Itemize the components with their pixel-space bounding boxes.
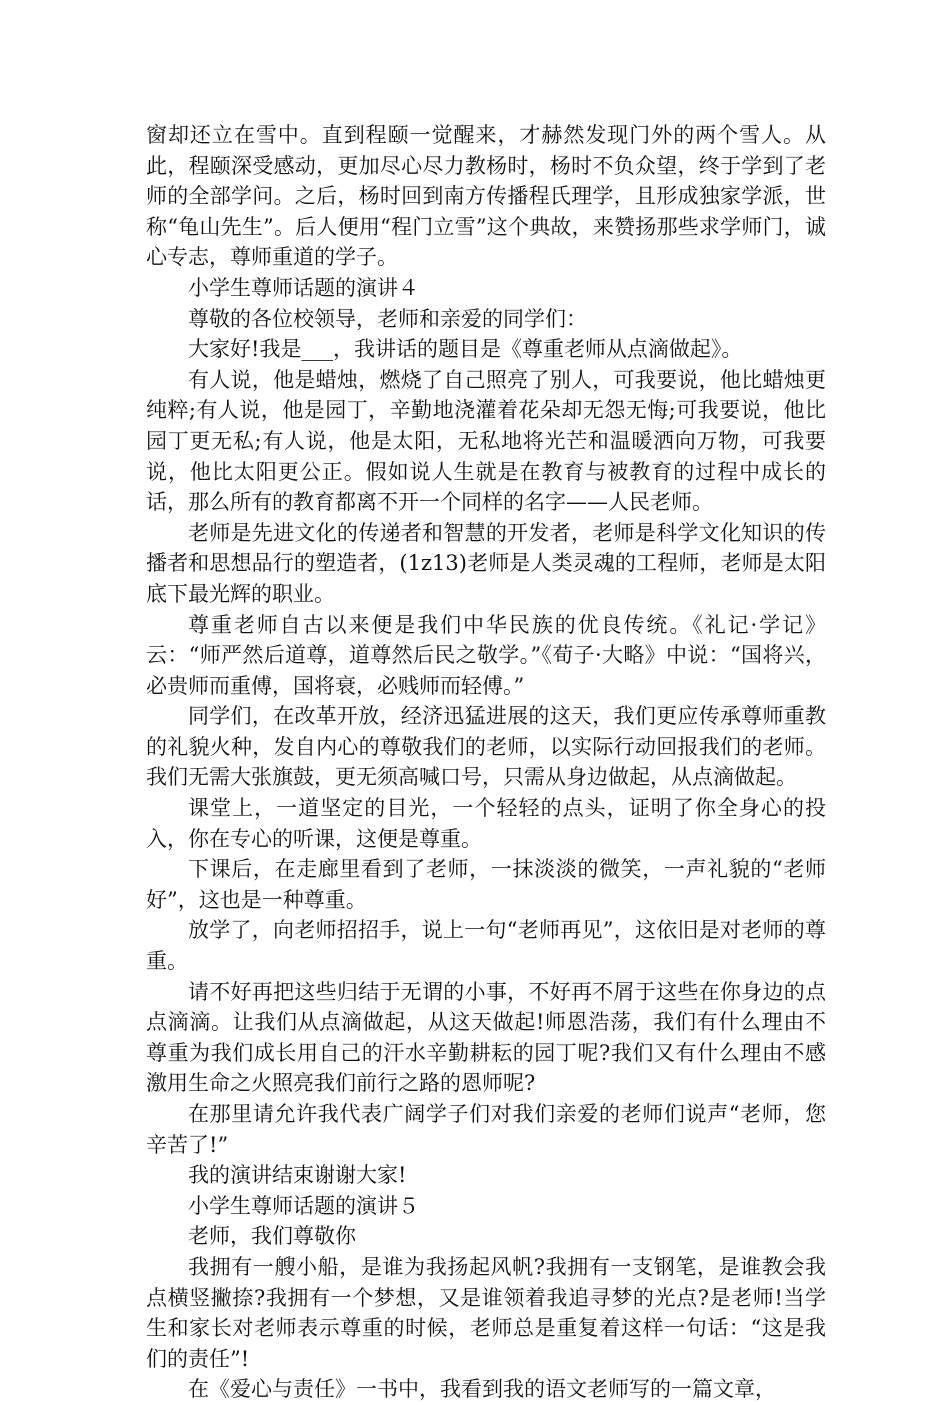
paragraph-book: 在《爱心与责任》一书中，我看到我的语文老师写的一篇文章， bbox=[188, 1377, 776, 1402]
paragraph-gratitude: 请不好再把这些归结于无谓的小事，不好再不屑于这些在你身边的点点滴滴。让我们从点滴做起，从这天做起!师恩浩荡，我们有什么理由不尊重为我们成长用自己的汗水辛勤耕耘的园丁呢?我们又有什么理由不感激用生命之火照亮我们前行之路的恩师呢? bbox=[146, 979, 826, 1096]
subtitle-respect: 老师，我们尊敬你 bbox=[188, 1224, 356, 1249]
paragraph-boat: 我拥有一艘小船，是谁为我扬起风帆?我拥有一支钢笔，是谁教会我点横竖撇捺?我拥有一个梦想，又是谁领着我追寻梦的光点?是老师!当学生和家长对老师表示尊重的时候，老师总是重复着这样一句话：“这是我们的责任”! bbox=[146, 1254, 826, 1371]
paragraph-tradition: 尊重老师自古以来便是我们中华民族的优良传统。《礼记·学记》云：“师严然后道尊，道尊然后民之敬学。”《荀子·大略》中说：“国将兴，必贵师而重傅，国将衰，必贱师而轻傅。” bbox=[146, 612, 826, 698]
paragraph-closing: 我的演讲结束谢谢大家! bbox=[188, 1163, 407, 1188]
section-heading-5: 小学生尊师话题的演讲５ bbox=[188, 1193, 419, 1218]
paragraph-classroom: 课堂上，一道坚定的目光，一个轻轻的点头，证明了你全身心的投入，你在专心的听课，这便是尊重。 bbox=[146, 796, 826, 851]
paragraph-metaphors: 有人说，他是蜡烛，燃烧了自己照亮了别人，可我要说，他比蜡烛更纯粹;有人说，他是园丁，辛勤地浇灌着花朵却无怨无悔;可我要说，他比园丁更无私;有人说，他是太阳，无私地将光芒和温暖洒向万物，可我要说，他比太阳更公正。假如说人生就是在教育与被教育的过程中成长的话，那么所有的教育都离不开一个同样的名字——人民老师。 bbox=[146, 367, 826, 515]
paragraph-classmates: 同学们，在改革开放，经济迅猛进展的这天，我们更应传承尊师重教的礼貌火种，发自内心的尊敬我们的老师，以实际行动回报我们的老师。我们无需大张旗鼓，更无须高喊口号，只需从身边做起，从点滴做起。 bbox=[146, 704, 826, 790]
document-body bbox=[146, 120, 826, 1405]
paragraph-1: 窗却还立在雪中。直到程颐一觉醒来，才赫然发现门外的两个雪人。从此，程颐深受感动，更加尽心尽力教杨时，杨时不负众望，终于学到了老师的全部学问。之后，杨时回到南方传播程氏理学，且形成独家学派，世称“龟山先生”。后人便用“程门立雪”这个典故，来赞扬那些求学师门，诚心专志，尊师重道的学子。 bbox=[146, 123, 826, 270]
salutation: 尊敬的各位校领导，老师和亲爱的同学们： bbox=[188, 306, 587, 331]
section-heading-4: 小学生尊师话题的演讲４ bbox=[188, 275, 419, 300]
paragraph-after-school: 放学了，向老师招招手，说上一句“老师再见”，这依旧是对老师的尊重。 bbox=[146, 918, 826, 974]
paragraph-teacher-role: 老师是先进文化的传递者和智慧的开发者，老师是科学文化知识的传播者和思想品行的塑造者，(1z13)老师是人类灵魂的工程师，老师是太阳底下最光辉的职业。 bbox=[146, 520, 826, 606]
paragraph-thanks-teachers: 在那里请允许我代表广阔学子们对我们亲爱的老师们说声“老师，您辛苦了!” bbox=[146, 1102, 826, 1157]
paragraph-greeting: 大家好!我是___，我讲话的题目是《尊重老师从点滴做起》。 bbox=[188, 337, 743, 362]
paragraph-after-class: 下课后，在走廊里看到了老师，一抹淡淡的微笑，一声礼貌的“老师好”，这也是一种尊重。 bbox=[146, 857, 826, 912]
